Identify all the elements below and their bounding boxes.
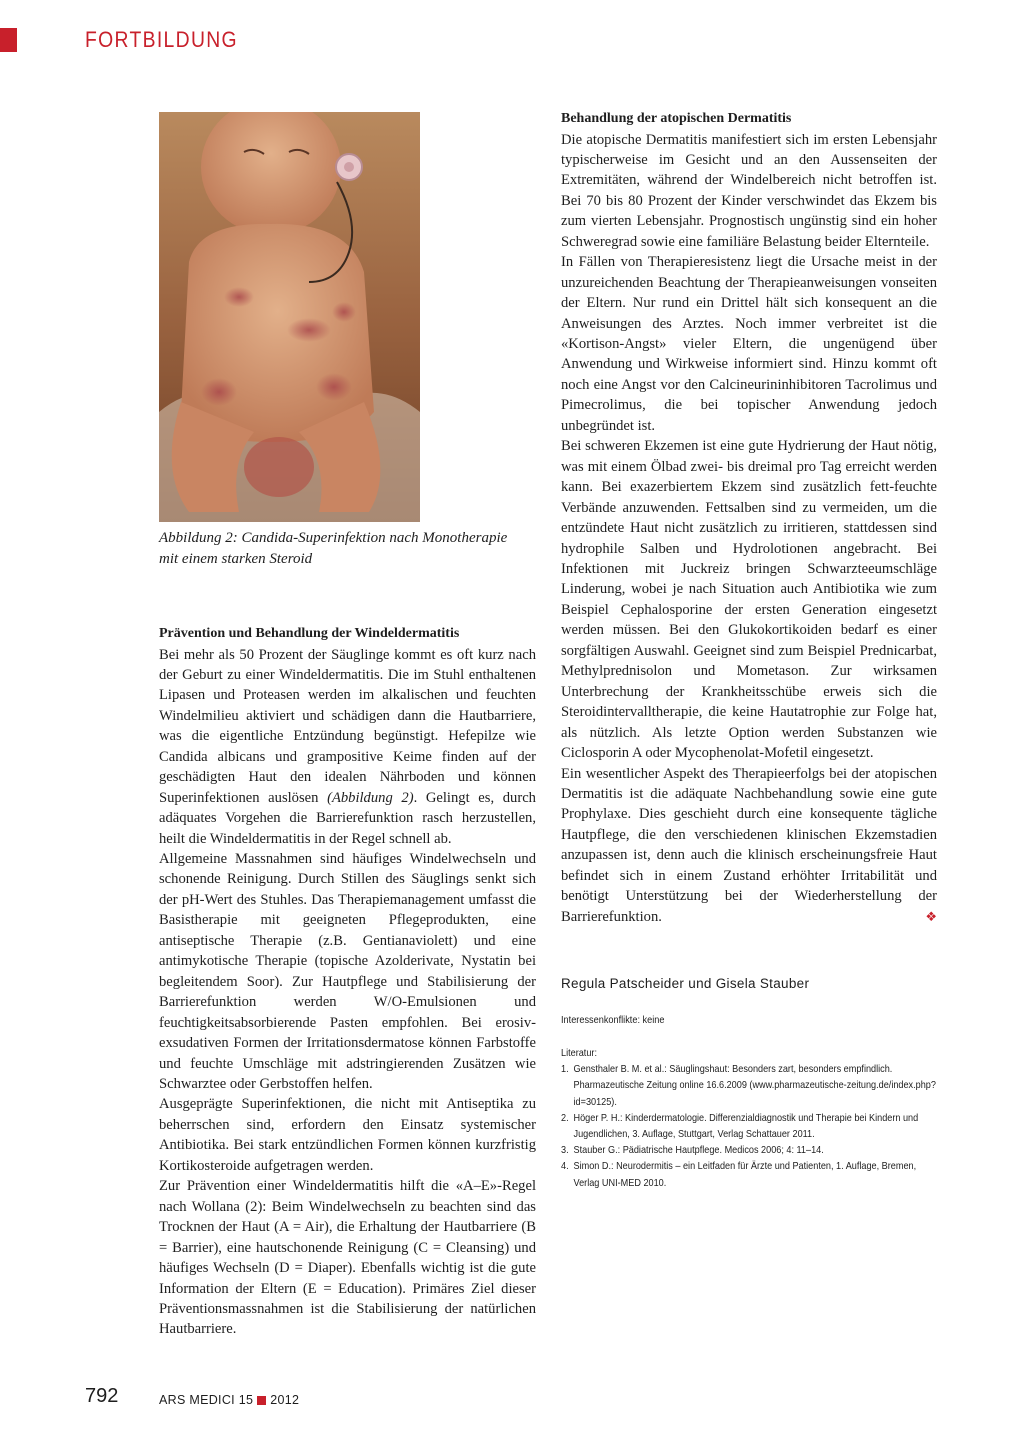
reference-text: Stauber G.: Pädiatrische Hautpflege. Medicos 2006; 4: 11–14.	[573, 1145, 824, 1157]
journal-name: ARS MEDICI 15	[159, 1393, 254, 1407]
reference-number: 1.	[561, 1064, 569, 1076]
end-of-article-icon: ❖	[925, 908, 937, 924]
figure-caption	[159, 528, 539, 570]
paragraph: Allgemeine Massnahmen sind häufiges Windelwechseln und schonende Reinigung. Durch Stillen des Säuglings senkt sich der pH-Wert des Stuhles. Das Therapiemanagement umfasst die Basistherapie mit geeigneten Pflegeprodukten, eine antiseptische Therapie (z.B. Gentianaviolett) und eine antimykotische Therapie (topische Azolderivate, Nystatin bei begleitendem Soor). Zur Hautpflege und Stabilisierung der Barrierefunktion werden W/O-Emulsionen und feuchtigkeitsabsorbierende Pasten empfohlen. Bei erosiv-exsudativen Formen der Irritationsdermatose können Farbstoffe und feuchte Umschläge mit adstringierenden Zusätzen wie Schwarztee oder Gerbstoffen helfen.	[159, 851, 536, 1093]
figure-reference: (Abbildung 2)	[327, 789, 414, 806]
infant-candida-photo	[159, 112, 420, 522]
reference-number: 4.	[561, 1161, 569, 1173]
photo-illustration	[159, 112, 420, 522]
section-marker	[0, 28, 17, 52]
reference-number: 3.	[561, 1145, 569, 1157]
journal-year: 2012	[270, 1393, 300, 1407]
page-number: 792	[85, 1385, 119, 1407]
heading-windeldermatitis: Prävention und Behandlung der Windeldermatitis	[159, 626, 460, 641]
reference-item	[561, 1143, 937, 1159]
section-label: FORTBILDUNG	[85, 27, 238, 52]
references-title: Literatur:	[561, 1048, 597, 1059]
reference-text: Gensthaler B. M. et al.: Säuglingshaut: Besonders zart, besonders empfindlich. Pharmazeutische Zeitung online 16.6.2009 (www.pharmazeutische-zeitung.de/index.php?id=30125).	[573, 1064, 936, 1108]
authors: Regula Patscheider und Gisela Stauber	[561, 976, 810, 991]
footer-square-icon	[257, 1396, 266, 1405]
paragraph: Zur Prävention einer Windeldermatitis hilft die «A–E»-Regel nach Wollana (2): Beim Windelwechseln zu beachten sind das Trocknen der Haut (A = Air), die Erhaltung der Hautbarriere (B = Barrier), eine hautschonende Reinigung (C = Cleansing) und häufiges Wechseln (D = Diaper). Ebenfalls wichtig ist die gute Information der Eltern (E = Education). Primäres Ziel dieser Präventionsmassnahmen ist die Stabilisierung der natürlichen Hautbarriere.	[159, 1178, 536, 1338]
reference-text: Simon D.: Neurodermitis – ein Leitfaden für Ärzte und Patienten, 1. Auflage, Bremen, Verlag UNI-MED 2010.	[573, 1161, 917, 1189]
reference-item	[561, 1111, 937, 1143]
paragraph-text: Bei mehr als 50 Prozent der Säuglinge kommt es oft kurz nach der Geburt zu einer Windeldermatitis. Die im Stuhl enthaltenen Lipasen und Proteasen werden im alkalischen und feuchten Windelmilieu aktiviert und schädigen dann die Hautbarriere, was die eigentliche Entzündung begünstigt. Hefepilze wie Candida albicans und grampositive Keime finden auf der geschädigten Haut den idealen Nährboden und können Superinfektionen auslösen	[159, 646, 536, 806]
heading-atopic-dermatitis: Behandlung der atopischen Dermatitis	[561, 111, 792, 126]
paragraph	[561, 764, 937, 928]
references	[561, 1046, 937, 1192]
paragraph-text: Ein wesentlicher Aspekt des Therapieerfolgs bei der atopischen Dermatitis ist die adäquate Nachbehandlung sowie eine gute Prophylaxe. Dies geschieht durch eine konsequente tägliche Hautpflege, die den verschiedenen klinischen Ekzemstadien anzupassen ist, denn auch die klinisch erscheinungsfreie Haut befindet sich in einem Zustand erhöhter Irritabilität und benötigt Unterstützung bei der Wiederherstellung der Barrierefunktion.	[561, 765, 937, 925]
right-column	[561, 109, 937, 927]
left-column	[159, 624, 536, 1340]
paragraph: Bei schweren Ekzemen ist eine gute Hydrierung der Haut nötig, was mit einem Ölbad zwei- bis dreimal pro Tag erreicht werden kann. Bei exazerbiertem Ekzem sind zusätzlich fett-feuchte Verbände anzuwenden. Fettsalben sind zu vermeiden, um die entzündete Haut nicht zusätzlich zu irritieren, stattdessen sind hydrophile Salben und Hydrolotionen angebracht. Bei Infektionen mit Juckreiz bringen Schwarzteeumschläge Linderung, wobei je nach Situation auch Antibiotika wie zum Beispiel Cephalosporine der ersten Generation eingesetzt werden müssen. Bei den Glukokortikoiden bedarf es einer sorgfältigen Auswahl. Geeignet sind zum Beispiel Prednicarbat, Methylprednisolon und Mometason. Zur wirksamen Unterbrechung der Krankheitsschübe erweis sich die Steroidintervalltherapie, die keine Hautatrophie zur Folge hat, als nützlich. Als letzte Option werden Substanzen wie Ciclosporin A oder Mycophenolat-Mofetil eingesetzt.	[561, 438, 937, 762]
conflicts-of-interest: Interessenkonflikte: keine	[561, 1015, 665, 1026]
reference-number: 2.	[561, 1112, 569, 1124]
references-list	[561, 1062, 937, 1192]
reference-item	[561, 1062, 937, 1111]
paragraph-text: . Gelingt es, durch adäquates Vorgehen die Barrierefunktion rasch herzustellen, heilt die Windeldermatitis in der Regel schnell ab.	[159, 789, 536, 847]
paragraph: In Fällen von Therapieresistenz liegt die Ursache meist in der unzureichenden Beachtung der Therapieanweisungen vonseiten der Eltern. Nur rund ein Drittel hält sich konsequent an die Anweisungen des Arztes. Noch immer verbreitet ist die «Kortison-Angst» vieler Eltern, die ungenügend über Anwendung und Wirkweise informiert sind. Hinzu kommt oft noch eine Angst vor den Calcineurininhibitoren Tacrolimus und Pimecrolimus, die bei topischer Anwendung jedoch unbegründet ist.	[561, 254, 937, 434]
paragraph: Die atopische Dermatitis manifestiert sich im ersten Lebensjahr typischerweise im Gesicht und an den Aussenseiten der Extremitäten, während der Windelbereich nicht betroffen ist. Bei 70 bis 80 Prozent der Kinder verschwindet das Ekzem bis zum vierten Lebensjahr. Prognostisch ungünstig sind ein hoher Schweregrad sowie eine familiäre Belastung beider Elternteile.	[561, 131, 937, 250]
paragraph: Ausgeprägte Superinfektionen, die nicht mit Antiseptika zu beherrschen sind, erfordern den Einsatz systemischer Antibiotika. Bei stark entzündlichen Formen können kurzfristig Kortikosteroide aufgetragen werden.	[159, 1096, 536, 1174]
reference-item	[561, 1159, 937, 1191]
paragraph	[159, 645, 536, 850]
caption-line-1: Abbildung 2: Candida-Superinfektion nach Monotherapie	[159, 530, 508, 546]
journal-footer	[159, 1393, 299, 1407]
reference-text: Höger P. H.: Kinderdermatologie. Differenzialdiagnostik und Therapie bei Kindern und Jugendlichen, 3. Auflage, Stuttgart, Verlag Schattauer 2011.	[573, 1112, 919, 1141]
caption-line-2: mit einem starken Steroid	[159, 551, 313, 567]
